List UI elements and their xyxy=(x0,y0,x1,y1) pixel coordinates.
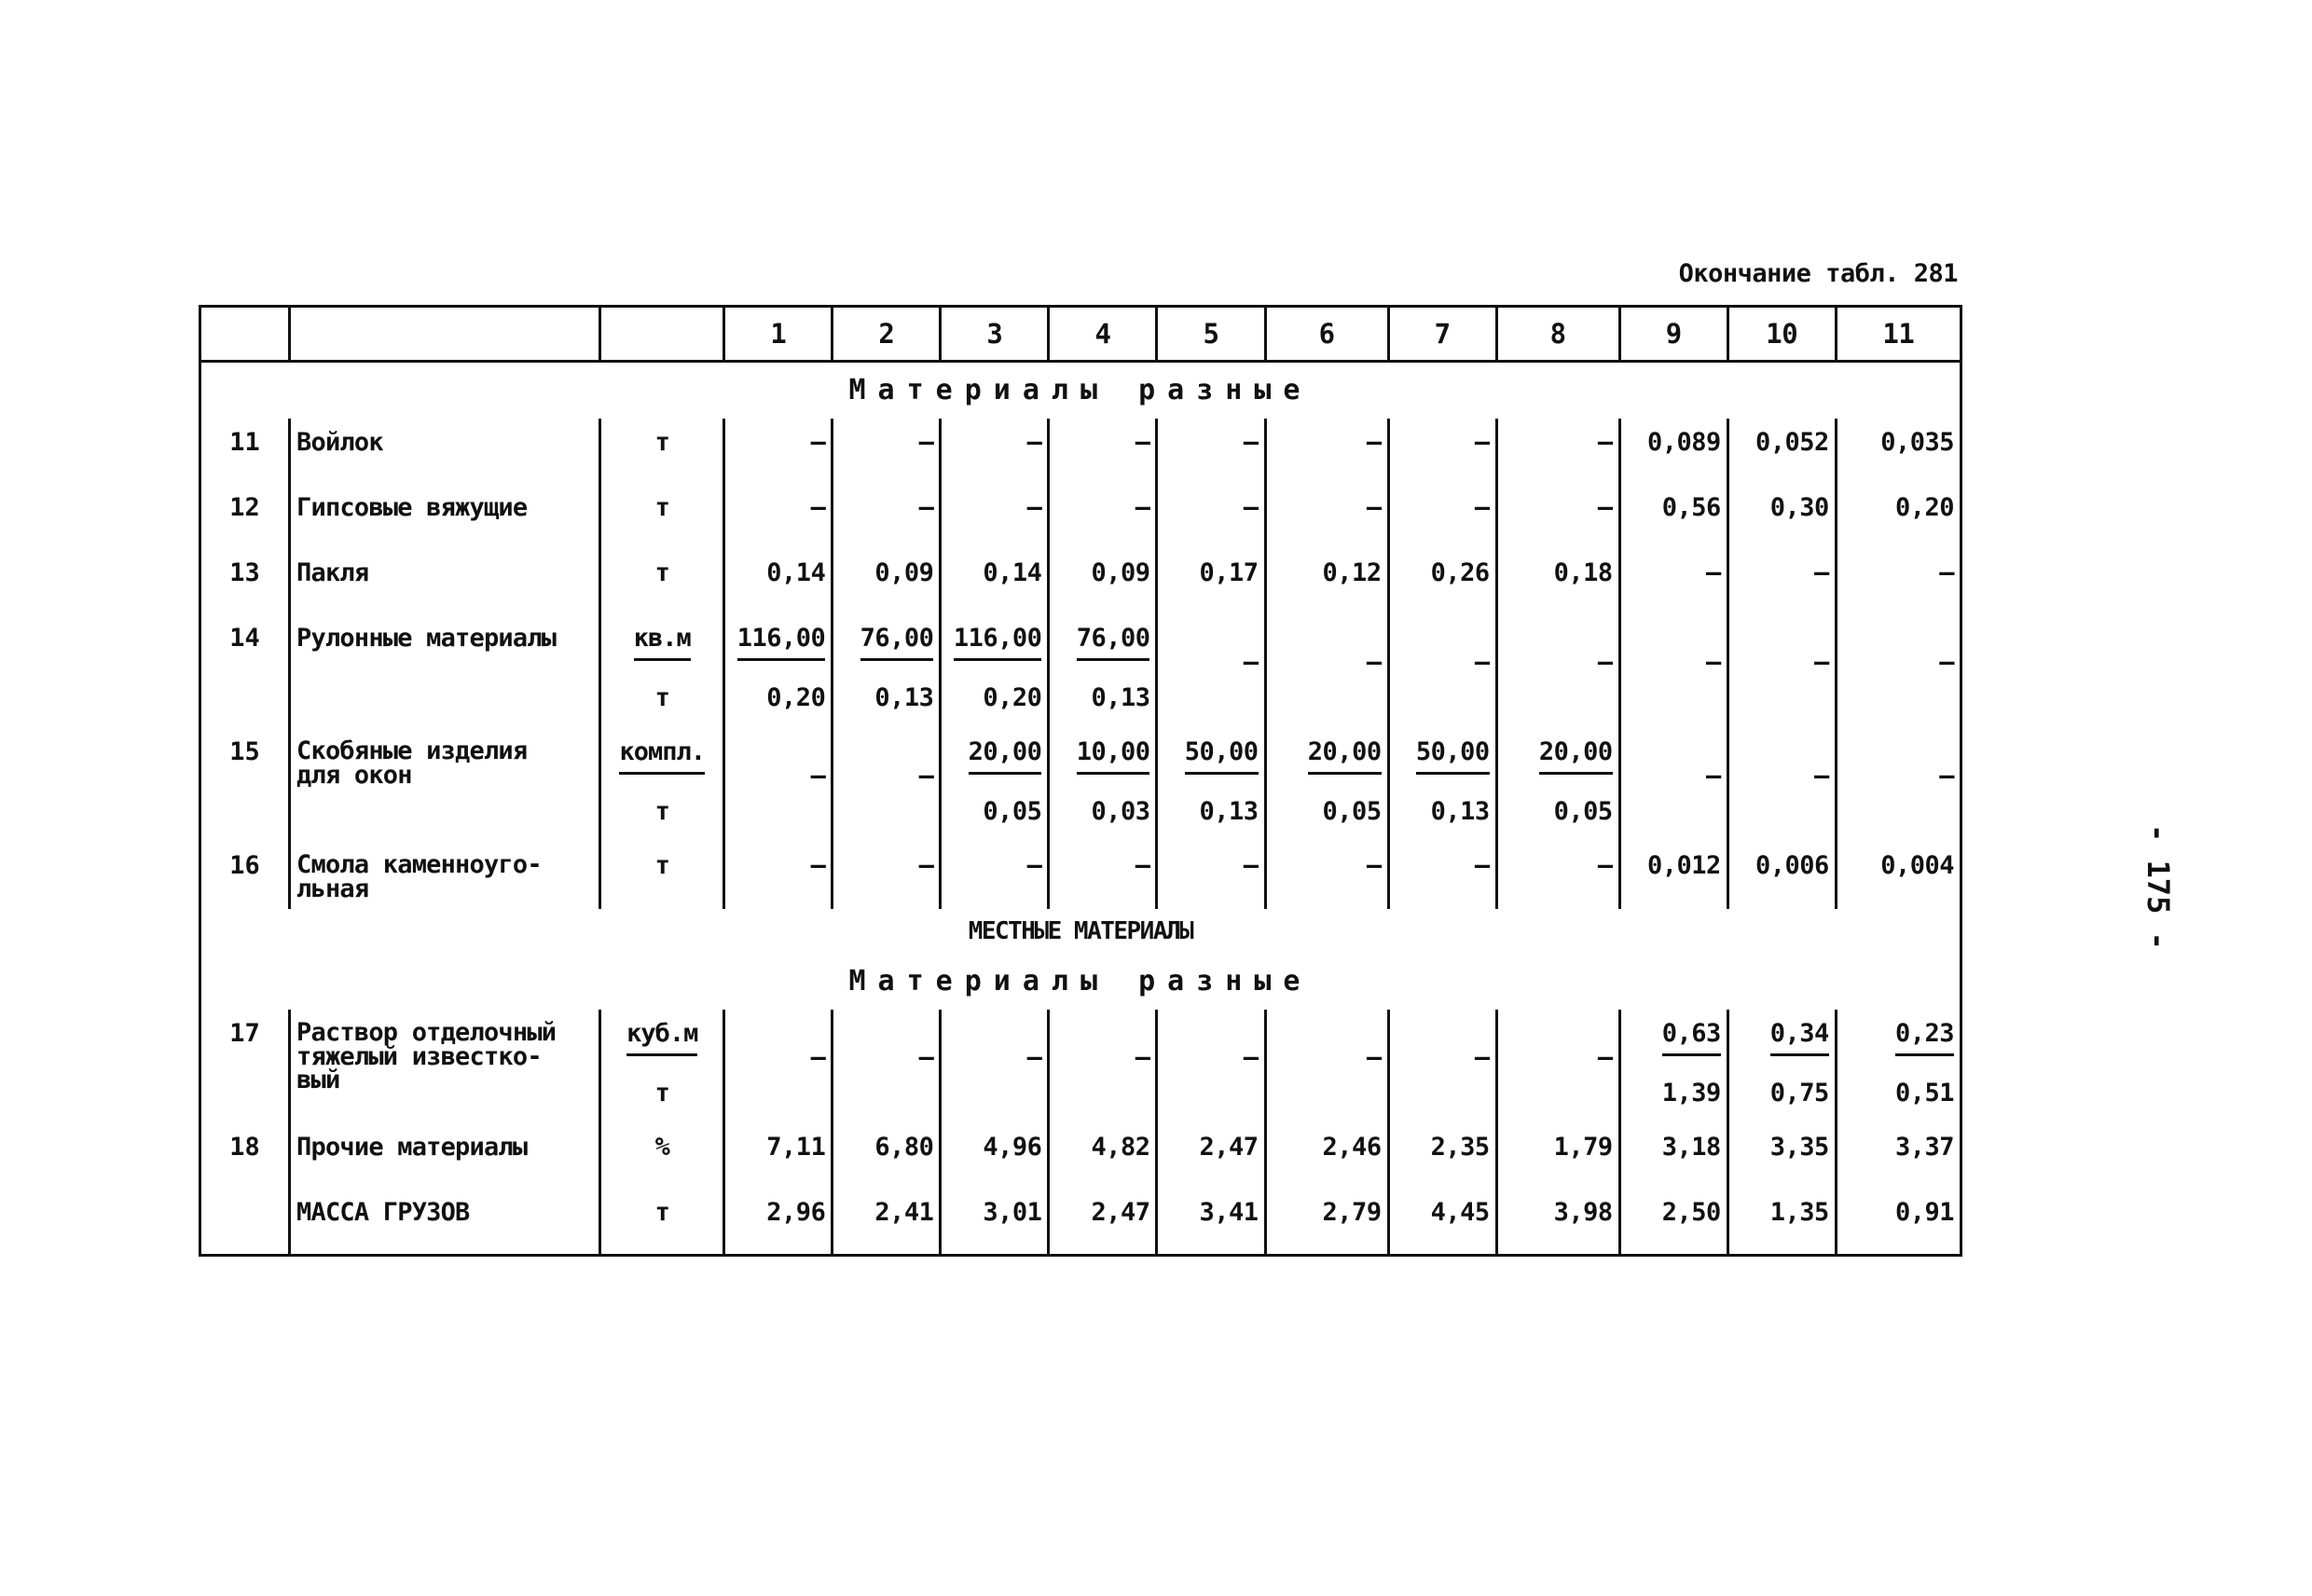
cell xyxy=(1727,1010,1836,1075)
cell: – xyxy=(724,842,833,909)
cell: 0,14 xyxy=(941,549,1049,614)
cell xyxy=(1496,728,1619,793)
cell: 3,41 xyxy=(1157,1189,1265,1256)
cell xyxy=(724,1010,833,1123)
row-number: 11 xyxy=(229,428,260,457)
cell: 0,05 xyxy=(941,793,1049,842)
cell: 0,004 xyxy=(1836,842,1961,909)
header-cell: 11 xyxy=(1836,307,1961,362)
cell: 2,47 xyxy=(1049,1189,1157,1256)
cell: 0,30 xyxy=(1727,484,1836,549)
cell: 0,012 xyxy=(1619,842,1727,909)
cell-value: – xyxy=(1939,762,1954,791)
row-unit xyxy=(600,614,724,680)
row-unit: т xyxy=(600,484,724,549)
cell: 0,26 xyxy=(1388,549,1496,614)
cell: 2,35 xyxy=(1388,1123,1496,1189)
row-name xyxy=(290,842,600,909)
header-cell: 5 xyxy=(1157,307,1265,362)
header-cell: 10 xyxy=(1727,307,1836,362)
unit-primary: куб.м xyxy=(626,1021,697,1056)
row-name-line: Скобяные изделия xyxy=(296,736,528,765)
cell-value: – xyxy=(1366,648,1382,677)
cell: – xyxy=(1049,419,1157,484)
cell-value: – xyxy=(1474,1043,1490,1072)
unit-secondary: т xyxy=(600,1075,724,1123)
cell: – xyxy=(1049,842,1157,909)
row-name xyxy=(290,680,600,728)
table-row xyxy=(200,842,1961,909)
cell-value: – xyxy=(810,762,826,791)
cell-value: – xyxy=(918,762,934,791)
cell xyxy=(1265,614,1388,728)
table-caption: Окончание табл. 281 xyxy=(1678,259,1958,288)
cell-value: – xyxy=(1135,1043,1150,1072)
cell: – xyxy=(1496,484,1619,549)
cell: 0,05 xyxy=(1496,793,1619,842)
row-unit: т xyxy=(600,1189,724,1256)
header-cell: 6 xyxy=(1265,307,1388,362)
cell xyxy=(833,1010,941,1123)
table-row xyxy=(200,1010,1961,1075)
row-name-line: тяжелый известко- xyxy=(296,1041,542,1071)
cell: 0,14 xyxy=(724,549,833,614)
section-heading-row xyxy=(200,954,1961,1010)
row-name: МАССА ГРУЗОВ xyxy=(290,1189,600,1256)
cell-value: 50,00 xyxy=(1416,739,1490,775)
table-row xyxy=(200,484,1961,549)
cell: 0,13 xyxy=(1388,793,1496,842)
cell: 0,20 xyxy=(724,680,833,728)
row-number: 17 xyxy=(229,1019,260,1048)
cell-value: 10,00 xyxy=(1077,739,1150,775)
row-number xyxy=(200,793,290,842)
row-name: Пакля xyxy=(290,549,600,614)
row-name: Гипсовые вяжущие xyxy=(290,484,600,549)
cell xyxy=(1496,1010,1619,1123)
cell xyxy=(1157,1010,1265,1123)
cell: – xyxy=(833,419,941,484)
cell-value: – xyxy=(1474,648,1490,677)
cell: 2,47 xyxy=(1157,1123,1265,1189)
cell xyxy=(1388,728,1496,793)
cell: 2,46 xyxy=(1265,1123,1388,1189)
row-number: 13 xyxy=(229,558,260,587)
row-number: 16 xyxy=(229,851,260,880)
row-number: 12 xyxy=(229,493,260,522)
row-number: 14 xyxy=(229,624,260,653)
header-cell: 8 xyxy=(1496,307,1619,362)
unit-primary: кв.м xyxy=(634,626,691,661)
cell: 6,80 xyxy=(833,1123,941,1189)
cell xyxy=(1388,614,1496,728)
cell: 0,51 xyxy=(1836,1075,1961,1123)
total-row xyxy=(200,1189,1961,1256)
cell xyxy=(1836,1010,1961,1075)
cell: 0,75 xyxy=(1727,1075,1836,1123)
cell xyxy=(1265,728,1388,793)
cell-value: 76,00 xyxy=(860,626,934,661)
cell: 0,05 xyxy=(1265,793,1388,842)
row-unit xyxy=(600,1010,724,1075)
cell-value: 116,00 xyxy=(737,626,826,661)
cell: 0,035 xyxy=(1836,419,1961,484)
cell: 0,13 xyxy=(1049,680,1157,728)
cell: 0,18 xyxy=(1496,549,1619,614)
cell-value: – xyxy=(1597,1043,1613,1072)
row-number: 18 xyxy=(229,1133,260,1162)
cell-value: – xyxy=(1597,648,1613,677)
section-heading-row xyxy=(200,909,1961,954)
cell xyxy=(1049,728,1157,793)
row-unit: т xyxy=(600,549,724,614)
cell: – xyxy=(1619,549,1727,614)
cell-value: – xyxy=(1814,648,1829,677)
cell: 0,20 xyxy=(1836,484,1961,549)
cell: – xyxy=(1157,419,1265,484)
cell xyxy=(833,728,941,842)
cell xyxy=(941,1010,1049,1123)
cell: – xyxy=(941,842,1049,909)
cell: – xyxy=(1496,842,1619,909)
cell: – xyxy=(1265,842,1388,909)
cell-value: – xyxy=(1243,1043,1259,1072)
cell: 2,50 xyxy=(1619,1189,1727,1256)
cell xyxy=(724,614,833,680)
row-unit: т xyxy=(600,419,724,484)
cell xyxy=(1496,614,1619,728)
cell: 1,39 xyxy=(1619,1075,1727,1123)
row-name: Войлок xyxy=(290,419,600,484)
header-cell-name xyxy=(290,307,600,362)
table-row xyxy=(200,614,1961,680)
cell xyxy=(1619,728,1727,842)
cell-value: – xyxy=(1939,648,1954,677)
cell-value: – xyxy=(1243,648,1259,677)
header-cell-unit xyxy=(600,307,724,362)
cell: 0,09 xyxy=(833,549,941,614)
table-row xyxy=(200,728,1961,793)
cell: – xyxy=(1388,842,1496,909)
cell xyxy=(1836,728,1961,842)
cell: 2,96 xyxy=(724,1189,833,1256)
cell: 0,20 xyxy=(941,680,1049,728)
row-name xyxy=(290,728,600,842)
cell: – xyxy=(833,484,941,549)
cell xyxy=(1049,614,1157,680)
section-heading: Материалы разные xyxy=(848,965,1313,998)
cell-value: 20,00 xyxy=(969,739,1042,775)
cell xyxy=(1265,1010,1388,1123)
header-cell: 4 xyxy=(1049,307,1157,362)
header-cell: 7 xyxy=(1388,307,1496,362)
cell xyxy=(1619,614,1727,728)
cell: 3,01 xyxy=(941,1189,1049,1256)
row-number xyxy=(200,1189,290,1256)
cell: 0,03 xyxy=(1049,793,1157,842)
row-unit: т xyxy=(600,842,724,909)
cell: 2,79 xyxy=(1265,1189,1388,1256)
cell xyxy=(1727,614,1836,728)
cell xyxy=(724,728,833,842)
cell: – xyxy=(1157,484,1265,549)
cell-value: – xyxy=(918,1043,934,1072)
cell xyxy=(1157,614,1265,728)
cell: 2,41 xyxy=(833,1189,941,1256)
cell-value: – xyxy=(1814,762,1829,791)
row-unit xyxy=(600,728,724,793)
header-cell: 1 xyxy=(724,307,833,362)
table-row xyxy=(200,549,1961,614)
cell: 7,11 xyxy=(724,1123,833,1189)
cell: 3,35 xyxy=(1727,1123,1836,1189)
row-name-line: Смола каменноуго- xyxy=(296,850,542,879)
cell: 0,56 xyxy=(1619,484,1727,549)
cell-value: 76,00 xyxy=(1077,626,1150,661)
header-row xyxy=(200,307,1961,362)
section-heading-local: МЕСТНЫЕ МАТЕРИАЛЫ xyxy=(968,917,1193,945)
cell: 3,37 xyxy=(1836,1123,1961,1189)
cell: – xyxy=(724,419,833,484)
row-name: Прочие материалы xyxy=(290,1123,600,1189)
cell-value: 20,00 xyxy=(1308,739,1382,775)
table-row xyxy=(200,419,1961,484)
cell-value: – xyxy=(810,1043,826,1072)
cell-value: 0,23 xyxy=(1895,1021,1954,1056)
cell: 0,052 xyxy=(1727,419,1836,484)
cell xyxy=(1388,1010,1496,1123)
page-number: - 175 - xyxy=(2140,824,2176,950)
header-cell: 9 xyxy=(1619,307,1727,362)
row-number: 15 xyxy=(229,737,260,766)
cell xyxy=(1836,614,1961,728)
table-row xyxy=(200,1123,1961,1189)
cell xyxy=(1157,728,1265,793)
materials-table xyxy=(199,305,1962,1257)
cell-value: – xyxy=(1366,1043,1382,1072)
header-cell: 3 xyxy=(941,307,1049,362)
cell xyxy=(941,728,1049,793)
row-name xyxy=(290,1010,600,1123)
cell: 0,006 xyxy=(1727,842,1836,909)
cell: – xyxy=(1727,549,1836,614)
cell: 4,96 xyxy=(941,1123,1049,1189)
cell: 1,79 xyxy=(1496,1123,1619,1189)
row-name-line: для окон xyxy=(296,760,412,790)
cell-value: 0,34 xyxy=(1770,1021,1829,1056)
cell xyxy=(1049,1010,1157,1123)
cell: 3,98 xyxy=(1496,1189,1619,1256)
cell: – xyxy=(941,484,1049,549)
cell: 1,35 xyxy=(1727,1189,1836,1256)
cell-value: 50,00 xyxy=(1185,739,1259,775)
cell: 0,13 xyxy=(833,680,941,728)
cell: 0,13 xyxy=(1157,793,1265,842)
cell-value: 0,63 xyxy=(1662,1021,1721,1056)
cell: – xyxy=(1496,419,1619,484)
cell: – xyxy=(1836,549,1961,614)
row-name-line: льная xyxy=(296,874,369,903)
cell: 3,18 xyxy=(1619,1123,1727,1189)
header-cell-number xyxy=(200,307,290,362)
cell xyxy=(941,614,1049,680)
section-heading-row xyxy=(200,362,1961,420)
cell-value: – xyxy=(1705,648,1721,677)
cell: 4,45 xyxy=(1388,1189,1496,1256)
section-heading: Материалы разные xyxy=(848,374,1313,406)
cell: – xyxy=(941,419,1049,484)
cell: – xyxy=(1157,842,1265,909)
cell: 0,17 xyxy=(1157,549,1265,614)
row-unit: % xyxy=(600,1123,724,1189)
cell-value: 20,00 xyxy=(1539,739,1613,775)
row-name-line: вый xyxy=(296,1066,340,1095)
cell xyxy=(1727,728,1836,842)
cell: – xyxy=(1388,419,1496,484)
cell xyxy=(1619,1010,1727,1075)
unit-primary: компл. xyxy=(619,739,705,775)
cell: – xyxy=(1049,484,1157,549)
cell: 0,09 xyxy=(1049,549,1157,614)
cell: – xyxy=(724,484,833,549)
row-name: Рулонные материалы xyxy=(290,614,600,680)
cell: – xyxy=(833,842,941,909)
cell: 0,12 xyxy=(1265,549,1388,614)
cell-value: – xyxy=(1026,1043,1042,1072)
cell-value: 116,00 xyxy=(954,626,1042,661)
cell: – xyxy=(1388,484,1496,549)
cell xyxy=(833,614,941,680)
cell: 4,82 xyxy=(1049,1123,1157,1189)
cell: 0,089 xyxy=(1619,419,1727,484)
cell: 0,91 xyxy=(1836,1189,1961,1256)
unit-secondary: т xyxy=(600,793,724,842)
cell: – xyxy=(1265,419,1388,484)
header-cell: 2 xyxy=(833,307,941,362)
cell-value: – xyxy=(1705,762,1721,791)
unit-secondary: т xyxy=(600,680,724,728)
row-name-line: Раствор отделочный xyxy=(296,1018,557,1047)
row-number xyxy=(200,680,290,728)
cell: – xyxy=(1265,484,1388,549)
row-number xyxy=(200,1075,290,1123)
